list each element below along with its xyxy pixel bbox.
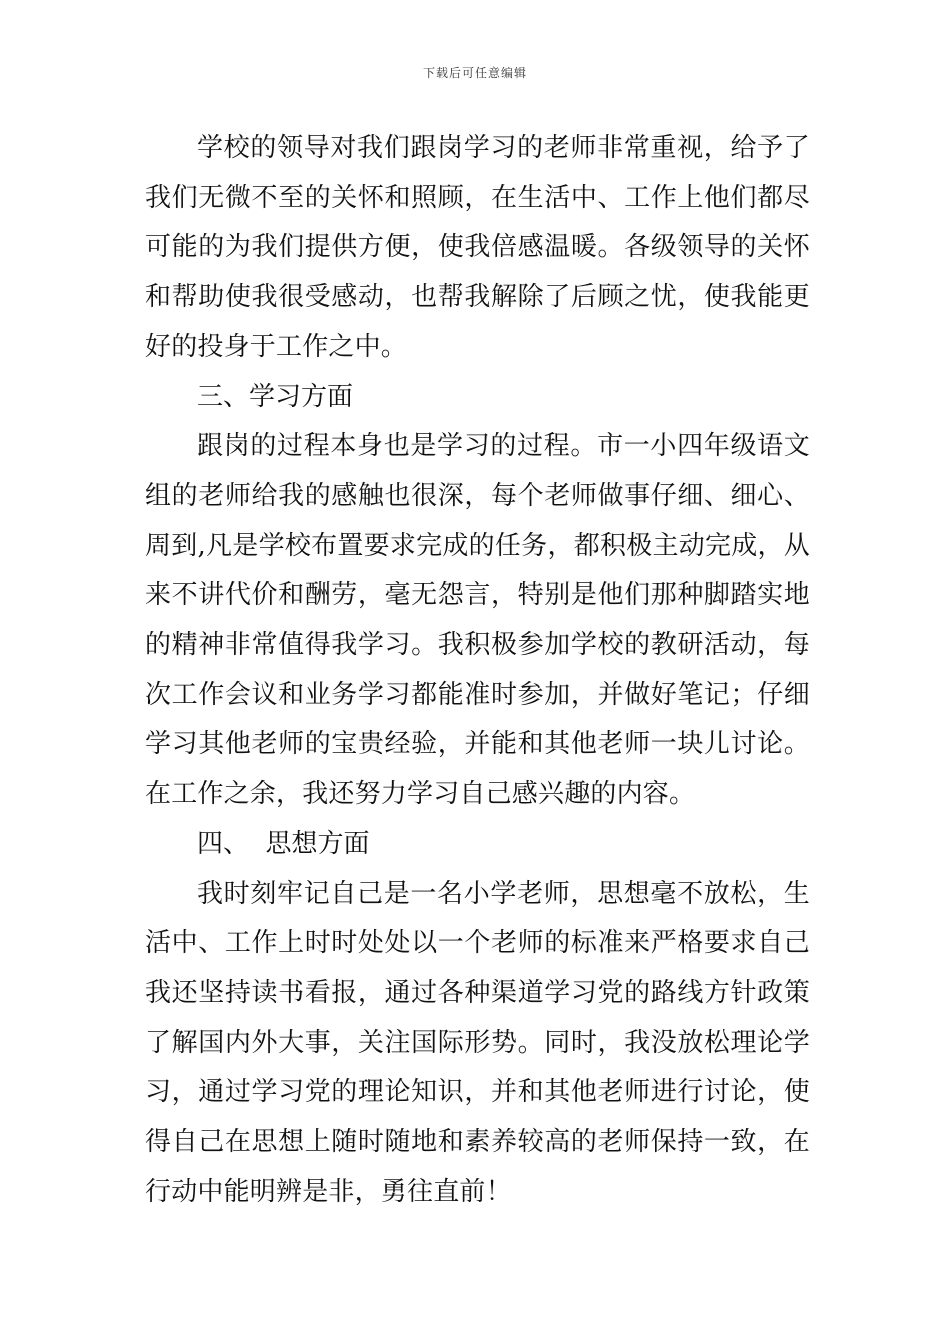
paragraph-study: 跟岗的过程本身也是学习的过程。市一小四年级语文组的老师给我的感触也很深，每个老师做事仔细、细心、周到,凡是学校布置要求完成的任务，都积极主动完成，从来不讲代价和酬劳，毫无怨言，特别是他们那种脚踏实地的精神非常值得我学习。我积极参加学校的教研活动，每次工作会议和业务学习都能准时参加，并做好笔记；仔细学习其他老师的宝贵经验，并能和其他老师一块儿讨论。在工作之余，我还努力学习自己感兴趣的内容。 xyxy=(145,431,810,810)
section-heading-thought: 四、 思想方面 xyxy=(197,828,370,859)
header-note: 下载后可任意编辑 xyxy=(422,66,527,80)
section-heading-study: 三、学习方面 xyxy=(197,381,354,412)
document-body xyxy=(145,124,810,1217)
paragraph-leadership-care: 学校的领导对我们跟岗学习的老师非常重视，给予了我们无微不至的关怀和照顾，在生活中、工作上他们都尽可能的为我们提供方便，使我倍感温暖。各级领导的关怀和帮助使我很受感动，也帮我解除了后顾之忧，使我能更好的投身于工作之中。 xyxy=(145,133,810,362)
paragraph-thought: 我时刻牢记自己是一名小学老师，思想毫不放松，生活中、工作上时时处处以一个老师的标准来严格要求自己我还坚持读书看报，通过各种渠道学习党的路线方针政策了解国内外大事，关注国际形势。同时，我没放松理论学习，通过学习党的理论知识，并和其他老师进行讨论，使得自己在思想上随时随地和素养较高的老师保持一致，在行动中能明辨是非，勇往直前！ xyxy=(145,878,810,1207)
